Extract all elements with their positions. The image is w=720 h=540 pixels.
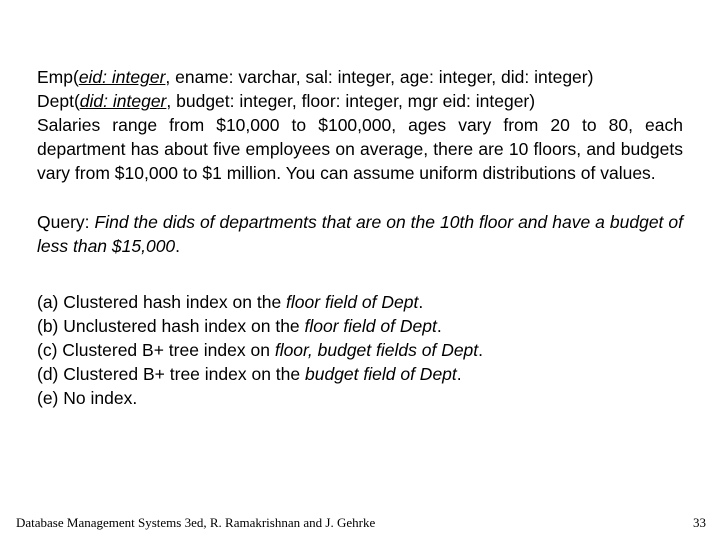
option-plain: (a) Clustered hash index on the (37, 292, 287, 312)
spacer (37, 185, 683, 210)
option-italic: floor field of Dept (286, 292, 419, 312)
option-e (37, 386, 683, 410)
spacer (37, 258, 683, 290)
option-b (37, 314, 683, 338)
option-plain: (d) Clustered B+ tree index on the (37, 364, 305, 384)
option-plain: (b) Unclustered hash index on the (37, 316, 305, 336)
emp-schema-line (37, 65, 683, 89)
emp-rest: , ename: varchar, sal: integer, age: integer, did: integer) (165, 67, 594, 87)
option-italic: budget field of Dept (305, 364, 457, 384)
dept-key: did: integer (79, 91, 167, 111)
options-list (37, 290, 683, 410)
slide-content (37, 65, 683, 410)
option-end: . (456, 364, 462, 384)
option-end: . (478, 340, 484, 360)
emp-prefix: Emp( (37, 67, 79, 87)
option-d (37, 362, 683, 386)
emp-key: eid: integer (78, 67, 166, 87)
option-plain: (c) Clustered B+ tree index on (37, 340, 275, 360)
option-italic: floor, budget fields of Dept (274, 340, 479, 360)
dept-schema-line (37, 89, 683, 113)
dept-rest: , budget: integer, floor: integer, mgr eid: integer) (166, 91, 536, 111)
dept-prefix: Dept( (37, 91, 80, 111)
option-end: . (418, 292, 424, 312)
query-paragraph (37, 210, 683, 258)
query-label: Query: (37, 212, 95, 232)
option-end: . (436, 316, 442, 336)
query-text: Find the dids of departments that are on the 10th floor and have a budget of less than $15,000 (37, 212, 683, 256)
query-end: . (175, 236, 181, 256)
footer-source: Database Management Systems 3ed, R. Ramakrishnan and J. Gehrke (16, 515, 376, 530)
option-c (37, 338, 683, 362)
assumptions-paragraph: Salaries range from $10,000 to $100,000, ages vary from 20 to 80, each department has about five employees on average, there are 10 floors, and budgets vary from $10,000 to $1 million. You can assume uniform distributions of values. (37, 115, 683, 183)
option-plain: (e) No index. (37, 388, 138, 408)
option-italic: floor field of Dept (304, 316, 437, 336)
page-number: 33 (693, 515, 706, 530)
option-a (37, 290, 683, 314)
